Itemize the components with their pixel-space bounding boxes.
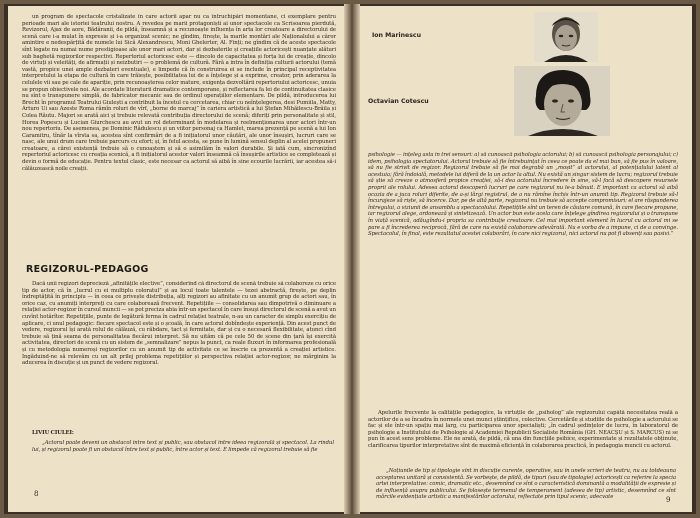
page-number-left: 8 [34, 490, 39, 498]
book-gutter [344, 4, 360, 514]
section-heading: REGIZORUL-PEDAGOG [26, 264, 149, 275]
section-paragraph: Dacă unii regizori deprecieză „afinitățile elective”, considerînd că directorul de scenă trebuie să colaboreze cu orice tip de actor, că în „lucrul cu ei multiplu coloratul” și au locul toate talentele — tezei abstractă, firește, pe deplin îndreptățită în principiu — în ceea ce privește distribuția, alți regizori au afinitate cu un anumit grup de actori sau, în orice caz, cu anumiți interpreți cu care colaborează frecvent. Repetițiile — consolidarea sau dimpotrivă o diminuare a relației actor-regizor în cursul muncii — se pot preciza abia într-un spectacol în care însuși directorul de scenă a avut un cuvînt hotărîtor. Repetițiile, punte de legătură ferma în cadrul relației teatrale, n-au un caracter de simplu exercițiu de aplicare, ci unul pedagogic: fiecare spectacol este și o școală, în care actorul dobîndește experiență. Din acest punct de vedere, regizorul își arată rolul de călăuză, cu răbdare, tact și fermitate, dar și cu o necesară flexibilitate, atunci cînd trebuie să țină seama de personalitatea fiecărui interpret. Să nu uităm că pe cele 50 de scene din țară își exercită activitatea, directori de scenă cu un sistem de „semnalizare” nepus la punct, ca reale fluxuri în informarea profesională și cu metodologia numeroși regizorilor cu un anumit tip de activitate ce se înscrie ca prezentă a creației artistice. Ingăduind-ne să relevăm cu un alt prilej problema repetițiilor și perspectiva relației actor-regizor, ne mărginim la aducerea în discuție și un punct de vedere regizoral. [22, 281, 336, 367]
intro-text [22, 14, 336, 258]
intro-paragraph: un program de spectacole cristalizate în care actorii apar nu ca întruchipări momentane, ci exemplare pentru perioade mari ale istoriei teatrului nostru. A revedea pe marii protagoniști ai unor spectacole ca Scrisoarea pierdută, Revizorul, Ajax de aore, Bădăranii, de pildă, înseamnă și a recunoaște influența în arta lor creatoare a directorului de scenă care i-a mulat în expresie și i-a organizat scenic; ne gîndim, firește, la marile montări ale Naționalului a căror amintire e nedespărțită de numele lui Sică Alexandrescu, Moni Ghelerter, Al. Finți; ne gîndim că de aceste spectacole sînt legate nu numai nume prestigioase ale unor mari actori, dar și dezbaterile și creațiile actoricești nuanțate alături sub baghetă regizorilor respectivi. Repertoriul actoricesc este — dincolo de capacitatea și forța lui de creație, dincolo de virtuți și veleități, de afirmații și neizbutiri — o problemă de cultură. Fără a intra în definiția culturii actorului (temă vastă, propice unei ample dezbateri eventuale), e limpede că în construirea ei se include în principal receptivitatea interpretului la etapa de cultură în care trăiește, posibilitatea lui de a înțelege și a exprime, creator, prin aderarea la celulele vii sau pe cale de apariție, prin recunoașterea celor mature, exigența dezvoltării repertoriului actoricesc, unuia se propun obiectivele noi. Ale acordate literaturii dramatice contemporane, și reflectarea fa lei de continuitatea clasice nu sînt o transpunere simplă, de fabricator mecanic sau de ordinul operațiilor elementare. De pildă, introducerea lui Brecht în programul Teatrului Giulești a contribuit la încetul cu cercetarea, chiar cu neînțelegerea, desi Pumiila, Matty, Arturo Ui sau Azeste Roma rămîn roluri de vîrf, „borne de marcaj” în cariera artistică a lui Ștefan Mihăilescu-Brăila și Colea Răutu. Majori se arată aici și trebuie relevată contribuția directorului de scenă; diferiți prin personalitate și stil, Horea Popescu și Lucian Giurchescu au avut un rol determinant în modelarea și reelmenționarea unor actori într-un nou repertoriu. De asemenea, pe Dominic Rădulescu și un viitor personaj ca Hamlet, marea prezență pe scenă a lui Ion Caramitru, tînăr la vîrsta sa, acestea sînt confirmări de a fi inițiatorul unor căutări, ale unor însușiri, lucruri care se nasc, ale unui drum care trebuie parcurs cu efort; și, în felul acesta, se pune în lumină sensul deplin al acelei propuneri creatoare, a cărei existență trebuie să o cunoaștem și să o asimilăm în valori durabile. Și iată cum, sincronizînd repertoriul actoricesc cu creația scenică, a fi inițiatorul acestor valori înseamnă că însușirile artistice se completează și devin o formă de educație. Pentru textul clasic, este necesar ca actorul să aibă în sine ecourile lucrării, iar acestea să-i călăuzească noile creații. [22, 14, 336, 172]
body-paragraph-right: Apelurile frecvente la calitățile pedagogice, la virtuțile de „psiholog” ale regizorului capătă necesitatea reală a actorilor de a se încadra în normele unei munci științifice, colective. Cercetările și studiile de psihologie a actorului se fac și ele într-un spațiu mai larg, cu participarea unor specialiști; „în cadrul ședințelor de lucru, în laboratorul de psihologie a Institutului de Psihologie al Academiei Republicii Socialiste România (GH. NEACȘU și S. MARCUS) ni se pun în acest sens probleme. Ele ne arată, de pildă, că una din funcțiile psihice, experimentate și rezultatele obținute, clarificarea tipurilor interpretative sînt de maximă eficiență în colaborarea practică, în pedagogia muncii cu actorul. [368, 410, 678, 449]
quote-text-right [368, 152, 678, 402]
page-number-right: 9 [666, 496, 671, 504]
portrait-photo-2 [514, 66, 610, 136]
left-page [8, 6, 348, 512]
portrait-photo-1 [534, 12, 598, 62]
quote-signature: LIVIU CIULEI: [32, 430, 74, 436]
person-name-1: Ion Marinescu [372, 32, 421, 39]
right-page [354, 6, 692, 512]
body-text-right [368, 410, 678, 462]
section-text [22, 281, 336, 427]
final-quote-paragraph: „Noțiunile de tip și tipologie sînt în discuție curente, operative, sau în unele scrieri de teatru, nu au totdeauna acceptarea unitară și consistentă. Se vorbește, de pildă, de tipuri (sau de tipologie) actoricești ca referire la specia artei interpretative: comic, dramatic etc., desemnînd ce sînt o caracteristică dominantă a modalității de expresie și de influență asupra publicului. Se folosește termenul de temperament (adesea de tip) artistic, desemnînd ce sînt mărcile evidențiate artistic a manifestărilor actorului, reflectate prin tipul scenic, adecvate [376, 468, 676, 501]
book-spread [4, 4, 696, 514]
quote-text-left [32, 440, 334, 480]
final-quote [376, 468, 676, 508]
quote-paragraph-left: „Actorul poate deveni un obstacol între text și public, sau obstacol între ideea regizorală și spectacol. La rîndul lui, și regizorul poate fi un obstacol între text și public, între actor și text. E limpede că regizorul trebuie să fie [32, 440, 334, 453]
quote-paragraph-right: psihologie — înțeleg asta în trei sensuri: a) să cunoască psihologia actorului; b) să cunoască psihologia personajului; c) idem, psihologia spectatorului. Actorul trebuie să fie întrebuințat în ceea ce poate da el mai bun, să fie pus în valoare, să nu fie strivit de regizor. Regizorul trebuie să fie mai degrabă un „moșit” al actorului, al potențialului latent al acestuia; fără îndoială, metodele lui diferă de la un actor la altul. Nu există un singur sistem de lucru; regizorul trebuie să știe să creeze o atmosferă propice creației, să-i dea actorului încredere în sine, să-l facă să descopere resursele proprii ale rolului. Adesea actorul descoperă lucruri pe care regizorul nu le-a bănuit. E important ca actorul să aibă ocazia de a juca roluri diferite, de a-și lărgi registrul, de a nu rămîne închis într-un anumit tip. Regizorul trebuie să-l încurajeze să riște, să încerce. Dar, pe de altă parte, regizorul nu trebuie să accepte compromisuri: el are răspunderea întregului, a viziunii de ansamblu a spectacolului. Repetițiile sînt un teren de căutare comună, în care fiecare propune, iar regizorul alege, ordonează și sintetizează. Un actor bun este acela care înțelege gîndirea regizorului și o transpune în viață scenică, adăugîndu-i propria sa contribuție creatoare. Cel mai important element în lucrul cu actorul mi se pare a fi încrederea reciprocă, fără de care nu există colaborare adevărată. Nu e vorba de a impune, ci de a convinge. Spectacolul, în final, este rezultatul acestei colaborări, în care nici regizorul, nici actorul nu pot fi absenți sau pasivi.” [368, 152, 678, 238]
person-name-2: Octavian Cotescu [368, 98, 429, 105]
